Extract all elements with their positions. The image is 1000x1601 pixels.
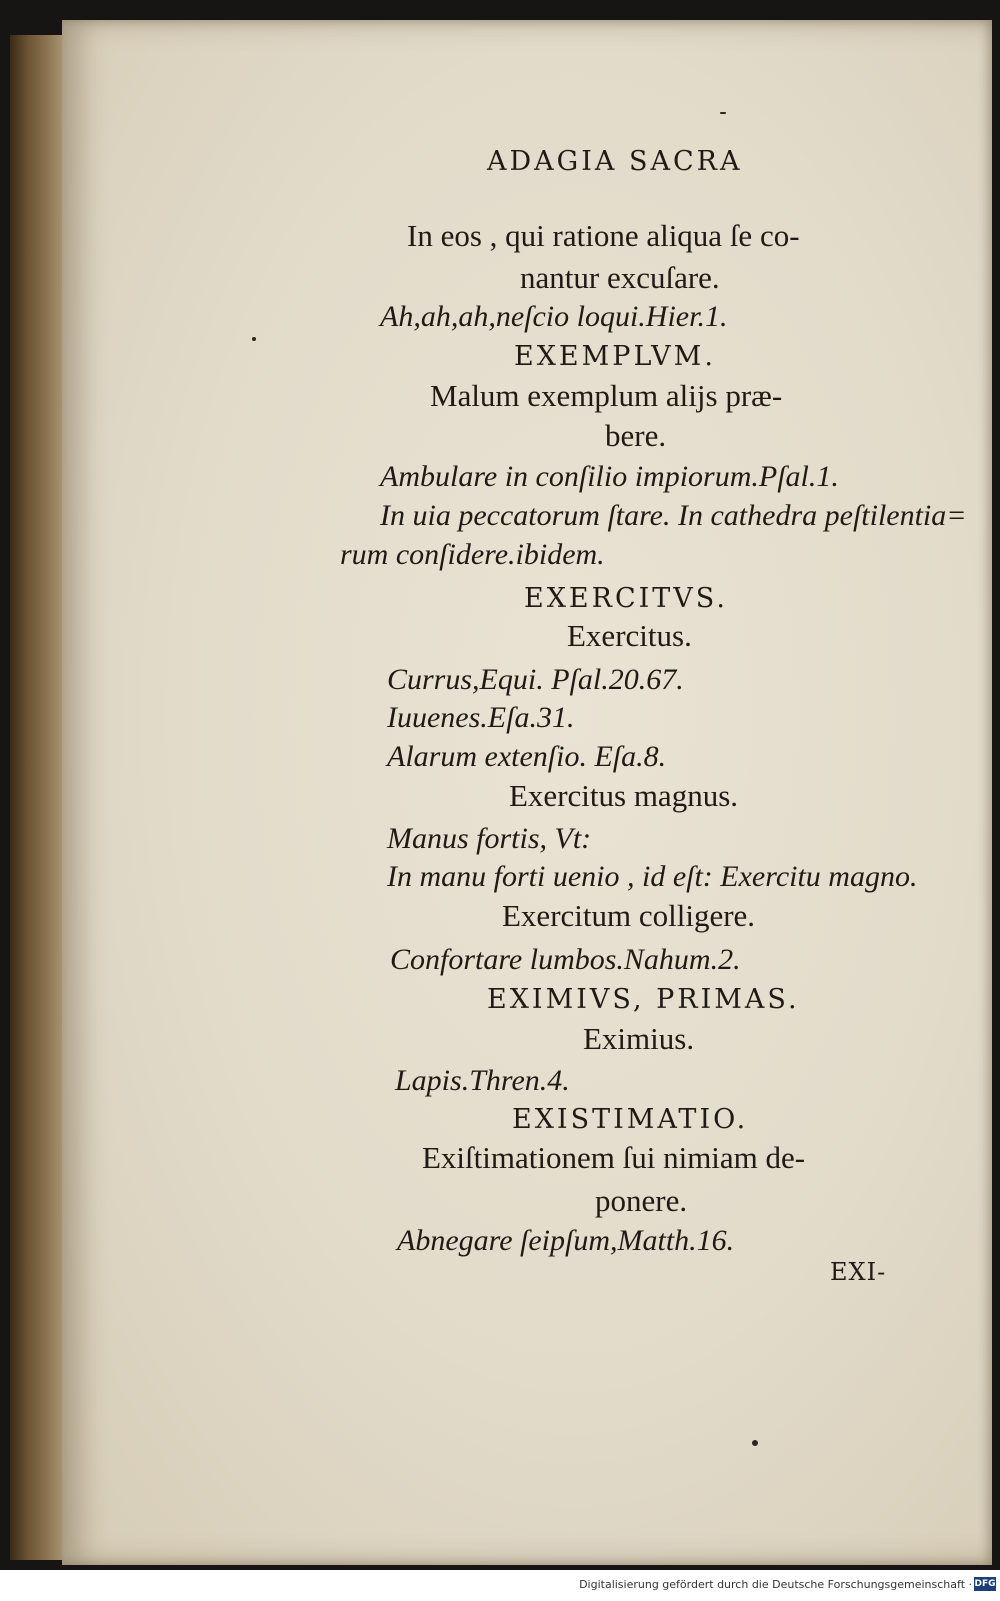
text-line: Ah,ah,ah,neſcio loqui.Hier.1. — [380, 300, 728, 333]
section-heading: EXEMPLVM. — [514, 341, 716, 372]
text-line: rum conſidere.ibidem. — [340, 538, 605, 571]
text-line: Exercitum colligere. — [502, 898, 756, 933]
text-line: ponere. — [595, 1183, 688, 1218]
section-heading: EXIMIVS, PRIMAS. — [487, 984, 800, 1015]
text-line: Exiſtimationem ſui nimiam de- — [422, 1140, 806, 1175]
text-line: Confortare lumbos.Nahum.2. — [390, 943, 741, 976]
text-line: Exercitus magnus. — [509, 778, 739, 813]
text-line: In manu forti uenio , id eſt: Exercitu magno. — [387, 860, 918, 893]
ink-speck — [252, 337, 256, 341]
text-line: Malum exemplum alijs præ- — [430, 378, 783, 413]
digitization-footer — [0, 1570, 1000, 1601]
text-line: Abnegare ſeipſum,Matth.16. — [397, 1224, 735, 1257]
book-page — [62, 20, 992, 1565]
text-line: Eximius. — [583, 1021, 695, 1056]
funding-credit: Digitalisierung gefördert durch die Deutsche Forschungsgemeinschaft · — [579, 1578, 972, 1591]
ink-speck — [752, 1440, 758, 1446]
text-line: Manus fortis, Vt: — [387, 822, 592, 855]
text-line: Alarum extenſio. Eſa.8. — [387, 740, 667, 773]
ink-speck — [720, 112, 726, 114]
catchword: EXI- — [830, 1258, 887, 1286]
text-line: nantur excuſare. — [520, 260, 720, 295]
running-head: ADAGIA SACRA — [487, 146, 743, 177]
text-line: In uia peccatorum ſtare. In cathedra peſtilentia= — [380, 499, 967, 532]
text-line: bere. — [605, 418, 667, 453]
section-heading: EXERCITVS. — [524, 583, 728, 614]
dfg-logo: DFG — [974, 1579, 996, 1589]
text-line: In eos , qui ratione aliqua ſe co- — [407, 218, 800, 253]
text-line: Currus,Equi. Pſal.20.67. — [387, 663, 684, 696]
section-heading: EXISTIMATIO. — [512, 1104, 749, 1135]
book-fore-edge — [10, 35, 70, 1560]
text-line: Iuuenes.Eſa.31. — [387, 701, 575, 734]
text-block — [62, 20, 992, 1565]
text-line: Exercitus. — [567, 618, 692, 653]
text-line: Lapis.Thren.4. — [395, 1064, 570, 1097]
text-line: Ambulare in conſilio impiorum.Pſal.1. — [380, 460, 839, 493]
